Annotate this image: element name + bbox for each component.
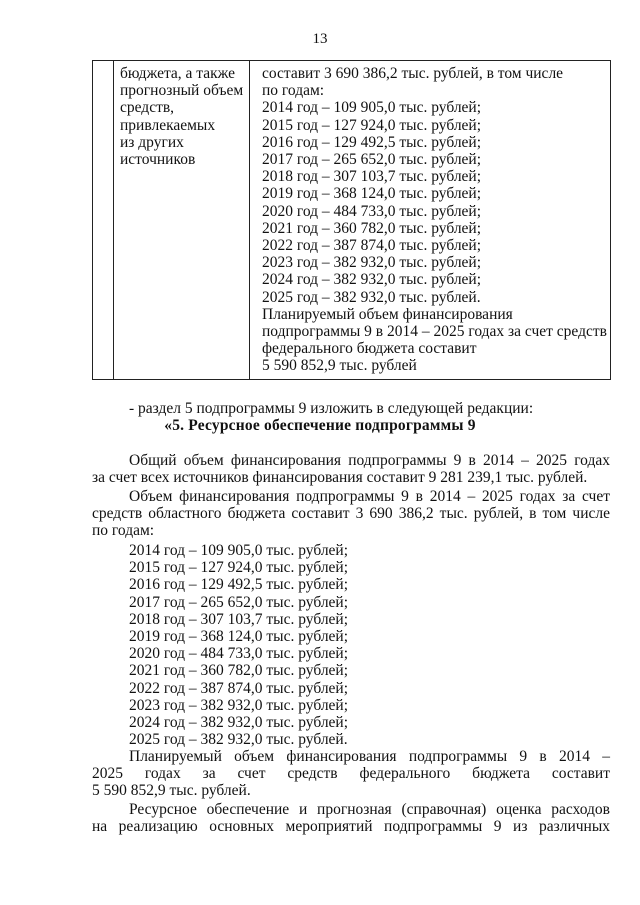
value-line: 2022 год – 387 874,0 тыс. рублей;	[262, 237, 482, 255]
value-line: федерального бюджета составит	[262, 340, 477, 358]
value-line: подпрограммы 9 в 2014 – 2025 годах за счет средств	[262, 323, 607, 341]
paragraph-line: 2025 годах за счет средств федерального бюджета составит	[92, 765, 610, 783]
label-line: прогнозный объем	[120, 82, 244, 100]
value-line: 2014 год – 109 905,0 тыс. рублей;	[262, 99, 482, 117]
year-line: 2023 год – 382 932,0 тыс. рублей;	[129, 696, 349, 714]
paragraph-total-funding	[92, 452, 610, 486]
value-line: 2021 год – 360 782,0 тыс. рублей;	[262, 219, 482, 237]
value-line: 2024 год – 382 932,0 тыс. рублей;	[262, 271, 482, 289]
value-line: 2023 год – 382 932,0 тыс. рублей;	[262, 254, 482, 272]
paragraph-line: Планируемый объем финансирования подпрограммы 9 в 2014 –	[129, 748, 610, 765]
year-line: 2019 год – 368 124,0 тыс. рублей;	[129, 628, 349, 646]
paragraph-line: средств областного бюджета составит 3 690 386,2 тыс. рублей, в том числе	[92, 505, 610, 523]
paragraph-line: на реализацию основных мероприятий подпрограммы 9 из различных	[92, 818, 610, 836]
yearly-funding-list	[129, 542, 348, 748]
label-line: бюджета, а также	[120, 65, 236, 82]
year-line: 2017 год – 265 652,0 тыс. рублей;	[129, 593, 349, 611]
value-line: 2019 год – 368 124,0 тыс. рублей;	[262, 185, 482, 203]
page-number: 13	[312, 31, 328, 47]
paragraph-line: 5 590 852,9 тыс. рублей.	[92, 782, 251, 800]
paragraph-line: Общий объем финансирования подпрограммы 9 в 2014 – 2025 годах	[129, 452, 610, 469]
value-line: 2020 год – 484 733,0 тыс. рублей;	[262, 202, 482, 220]
label-line: источников	[120, 151, 196, 169]
table-number-column	[93, 61, 114, 379]
value-line: 2015 год – 127 924,0 тыс. рублей;	[262, 116, 482, 134]
paragraph-regional-funding	[92, 488, 610, 540]
value-line: составит 3 690 386,2 тыс. рублей, в том числе	[262, 65, 564, 82]
paragraph-line: Объем финансирования подпрограммы 9 в 2014 – 2025 годах за счет	[129, 488, 610, 505]
paragraph-line: за счет всех источников финансирования составит 9 281 239,1 тыс. рублей.	[92, 469, 588, 487]
paragraph-resource-provision	[92, 801, 610, 835]
year-line: 2020 год – 484 733,0 тыс. рублей;	[129, 645, 349, 663]
year-line: 2016 год – 129 492,5 тыс. рублей;	[129, 576, 349, 594]
paragraph-federal-funding	[92, 748, 610, 800]
table-label-cell	[113, 61, 250, 379]
amendment-instruction: - раздел 5 подпрограммы 9 изложить в следующей редакции:	[129, 400, 534, 417]
label-line: из других	[120, 133, 184, 151]
year-line: 2018 год – 307 103,7 тыс. рублей;	[129, 610, 349, 628]
paragraph-line: Ресурсное обеспечение и прогнозная (справочная) оценка расходов	[129, 801, 610, 818]
value-line: 2025 год – 382 932,0 тыс. рублей.	[262, 288, 481, 306]
label-line: привлекаемых	[120, 116, 216, 134]
year-line: 2015 год – 127 924,0 тыс. рублей;	[129, 559, 349, 577]
value-line: по годам:	[262, 82, 325, 100]
year-line: 2014 год – 109 905,0 тыс. рублей;	[129, 542, 349, 559]
label-line: средств,	[120, 99, 175, 117]
value-line: 2016 год – 129 492,5 тыс. рублей;	[262, 133, 482, 151]
year-line: 2022 год – 387 874,0 тыс. рублей;	[129, 679, 349, 697]
value-line: Планируемый объем финансирования	[262, 305, 513, 323]
value-line: 2018 год – 307 103,7 тыс. рублей;	[262, 168, 482, 186]
section-heading: «5. Ресурсное обеспечение подпрограммы 9	[164, 417, 476, 434]
year-line: 2025 год – 382 932,0 тыс. рублей.	[129, 731, 348, 749]
value-line: 5 590 852,9 тыс. рублей	[262, 357, 417, 375]
year-line: 2024 год – 382 932,0 тыс. рублей;	[129, 714, 349, 732]
year-line: 2021 год – 360 782,0 тыс. рублей;	[129, 662, 349, 680]
paragraph-line: по годам:	[92, 522, 155, 540]
resource-table	[92, 60, 611, 380]
value-line: 2017 год – 265 652,0 тыс. рублей;	[262, 151, 482, 169]
table-value-cell	[250, 61, 610, 379]
